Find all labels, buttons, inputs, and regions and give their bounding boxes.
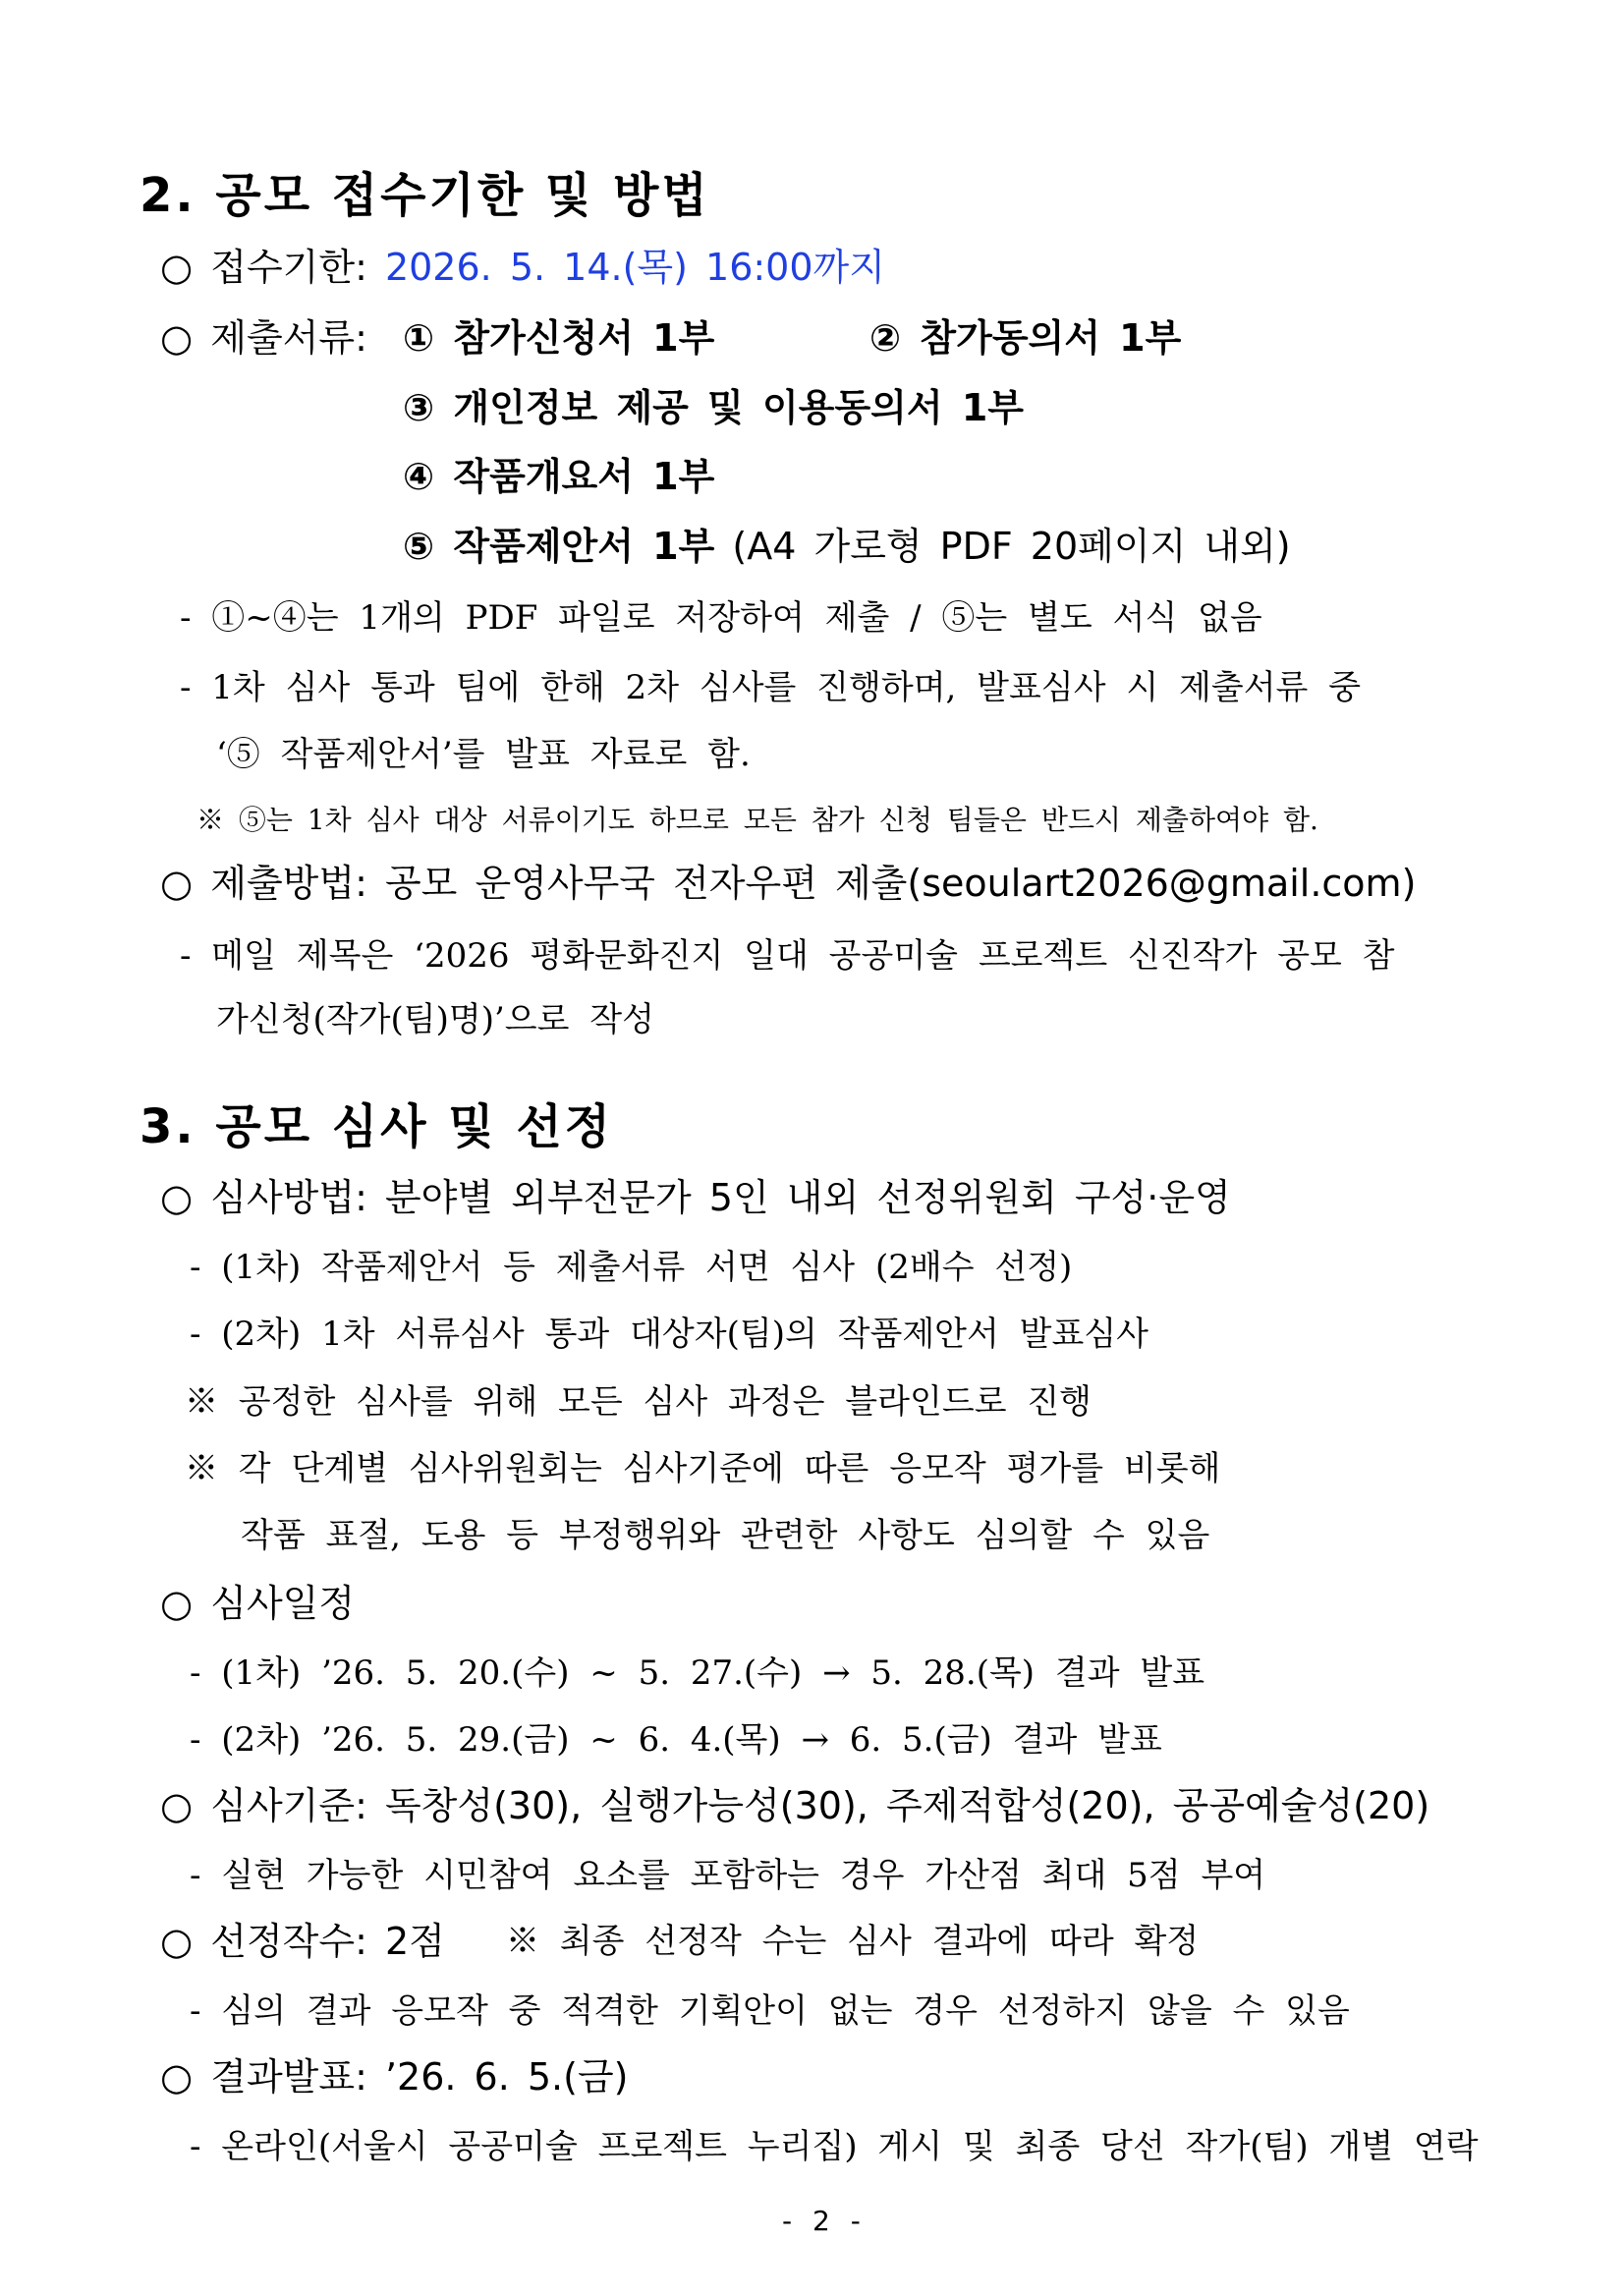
page-number: - 2 -	[782, 2205, 867, 2237]
result-detail: - 온라인(서울시 공공미술 프로젝트 누리집) 게시 및 최종 당선 작가(팀) 개별 연락	[190, 2127, 1479, 2166]
stage-2: - (2차) 1차 서류심사 통과 대상자(팀)의 작품제안서 발표심사	[190, 1315, 1149, 1354]
doc-1: ① 참가신청서 1부	[403, 316, 715, 360]
note-submission: ※ ⑤는 1차 심사 대상 서류이기도 하므로 모든 참가 신청 팀들은 반드시 제출하여야 함.	[196, 804, 1318, 836]
criteria-bonus: - 실현 가능한 시민참여 요소를 포함하는 경우 가산점 최대 5점 부여	[190, 1856, 1266, 1895]
selection-count: ○ 선정작수: 2점	[160, 1920, 445, 1963]
note-committee-line2: 작품 표절, 도용 등 부정행위와 관련한 사항도 심의할 수 있음	[241, 1516, 1210, 1555]
note-blind: ※ 공정한 심사를 위해 모든 심사 과정은 블라인드로 진행	[185, 1382, 1092, 1422]
doc-3: ③ 개인정보 제공 및 이용동의서 1부	[403, 386, 1024, 429]
schedule-2: - (2차) ’26. 5. 29.(금) ~ 6. 4.(목) → 6. 5.(금) 결과 발표	[190, 1720, 1162, 1760]
doc-5-note: (A4 가로형 PDF 20페이지 내외)	[714, 525, 1291, 568]
deadline-line	[160, 246, 885, 289]
mail-subject-line2: 가신청(작가(팀)명)’으로 작성	[216, 1000, 654, 1039]
schedule-heading: ○ 심사일정	[160, 1582, 356, 1625]
stage-1: - (1차) 작품제안서 등 제출서류 서면 심사 (2배수 선정)	[190, 1248, 1073, 1287]
section-3-heading: 3. 공모 심사 및 선정	[140, 1099, 614, 1154]
bullet-stage2-line1: - 1차 심사 통과 팀에 한해 2차 심사를 진행하며, 발표심사 시 제출서류 중	[180, 668, 1362, 707]
selection-none: - 심의 결과 응모작 중 적격한 기획안이 없는 경우 선정하지 않을 수 있음	[190, 1991, 1350, 2031]
bullet-pdf: - ①~④는 1개의 PDF 파일로 저장하여 제출 / ⑤는 별도 서식 없음	[180, 598, 1262, 638]
doc-5: ⑤ 작품제안서 1부	[403, 525, 715, 568]
docs-label: ○ 제출서류:	[160, 316, 367, 360]
doc-4: ④ 작품개요서 1부	[403, 455, 715, 498]
section-2-heading: 2. 공모 접수기한 및 방법	[140, 168, 710, 223]
selection-note: ※ 최종 선정작 수는 심사 결과에 따라 확정	[506, 1922, 1200, 1961]
criteria: ○ 심사기준: 독창성(30), 실행가능성(30), 주제적합성(20), 공공예술성(20)	[160, 1784, 1430, 1827]
method-line: ○ 제출방법: 공모 운영사무국 전자우편 제출(seoulart2026@gmail.com)	[160, 862, 1417, 905]
doc-2: ② 참가동의서 1부	[869, 316, 1182, 360]
schedule-1: - (1차) ’26. 5. 20.(수) ~ 5. 27.(수) → 5. 28.(목) 결과 발표	[190, 1653, 1205, 1693]
result-date: ○ 결과발표: ’26. 6. 5.(금)	[160, 2055, 629, 2099]
review-method: ○ 심사방법: 분야별 외부전문가 5인 내외 선정위원회 구성·운영	[160, 1176, 1231, 1219]
mail-subject-line1: - 메일 제목은 ‘2026 평화문화진지 일대 공공미술 프로젝트 신진작가 공모 참	[180, 936, 1395, 976]
doc-5-line	[403, 525, 1291, 568]
note-committee-line1: ※ 각 단계별 심사위원회는 심사기준에 따른 응모작 평가를 비롯해	[185, 1449, 1221, 1488]
bullet-stage2-line2: ‘⑤ 작품제안서’를 발표 자료로 함.	[216, 735, 751, 774]
deadline-value: 2026. 5. 14.(목) 16:00까지	[384, 246, 885, 289]
deadline-label: ○ 접수기한:	[160, 246, 385, 289]
